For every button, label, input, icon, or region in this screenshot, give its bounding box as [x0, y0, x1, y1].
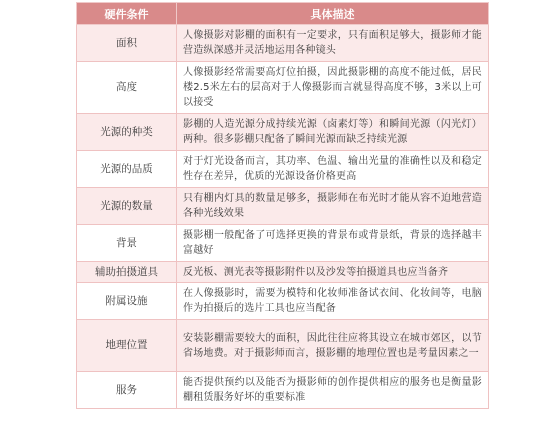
table-row — [77, 114, 489, 151]
row-condition: 光源的品质 — [77, 151, 177, 188]
table-header-row — [77, 3, 489, 25]
table-row — [77, 225, 489, 262]
table-row — [77, 62, 489, 114]
table-row — [77, 25, 489, 62]
header-condition: 硬件条件 — [77, 3, 177, 25]
row-condition: 背景 — [77, 225, 177, 262]
row-condition: 附属设施 — [77, 283, 177, 320]
row-description: 摄影棚一般配备了可选择更换的背景布或背景纸，背景的选择越丰富越好 — [177, 225, 489, 262]
table-row — [77, 262, 489, 283]
row-description: 影棚的人造光源分成持续光源（卤素灯等）和瞬间光源（闪光灯）两种。很多影棚只配备了瞬间光源而缺乏持续光源 — [177, 114, 489, 151]
row-condition: 面积 — [77, 25, 177, 62]
header-description: 具体描述 — [177, 3, 489, 25]
row-description: 对于灯光设备而言，其功率、色温、输出光量的准确性以及和稳定性存在差异，优质的光源设备价格更高 — [177, 151, 489, 188]
table-row — [77, 188, 489, 225]
table-row — [77, 320, 489, 372]
row-condition: 光源的种类 — [77, 114, 177, 151]
hardware-conditions-table-container — [76, 2, 488, 409]
hardware-conditions-table — [76, 2, 489, 409]
table-row — [77, 151, 489, 188]
row-description: 安装影棚需要较大的面积，因此往往应将其设立在城市郊区，以节省场地费。对于摄影师而言，摄影棚的地理位置也是考量因素之一 — [177, 320, 489, 372]
row-description: 只有棚内灯具的数量足够多，摄影师在布光时才能从容不迫地营造各种光线效果 — [177, 188, 489, 225]
row-description: 人像摄影经常需要高灯位拍摄，因此摄影棚的高度不能过低，居民楼2.5米左右的层高对于人像摄影而言就显得高度不够，3米以上可以接受 — [177, 62, 489, 114]
row-condition: 辅助拍摄道具 — [77, 262, 177, 283]
table-row — [77, 372, 489, 409]
row-condition: 高度 — [77, 62, 177, 114]
row-description: 能否提供预约以及能否为摄影师的创作提供相应的服务也是衡量影棚租赁服务好坏的重要标准 — [177, 372, 489, 409]
row-description: 反光板、测光表等摄影附件以及沙发等拍摄道具也应当备齐 — [177, 262, 489, 283]
row-condition: 服务 — [77, 372, 177, 409]
row-description: 在人像摄影时，需要为模特和化妆师准备试衣间、化妆间等，电脑作为拍摄后的选片工具也应当配备 — [177, 283, 489, 320]
table-row — [77, 283, 489, 320]
row-condition: 光源的数量 — [77, 188, 177, 225]
row-condition: 地理位置 — [77, 320, 177, 372]
row-description: 人像摄影对影棚的面积有一定要求，只有面积足够大，摄影师才能营造纵深感并灵活地运用各种镜头 — [177, 25, 489, 62]
